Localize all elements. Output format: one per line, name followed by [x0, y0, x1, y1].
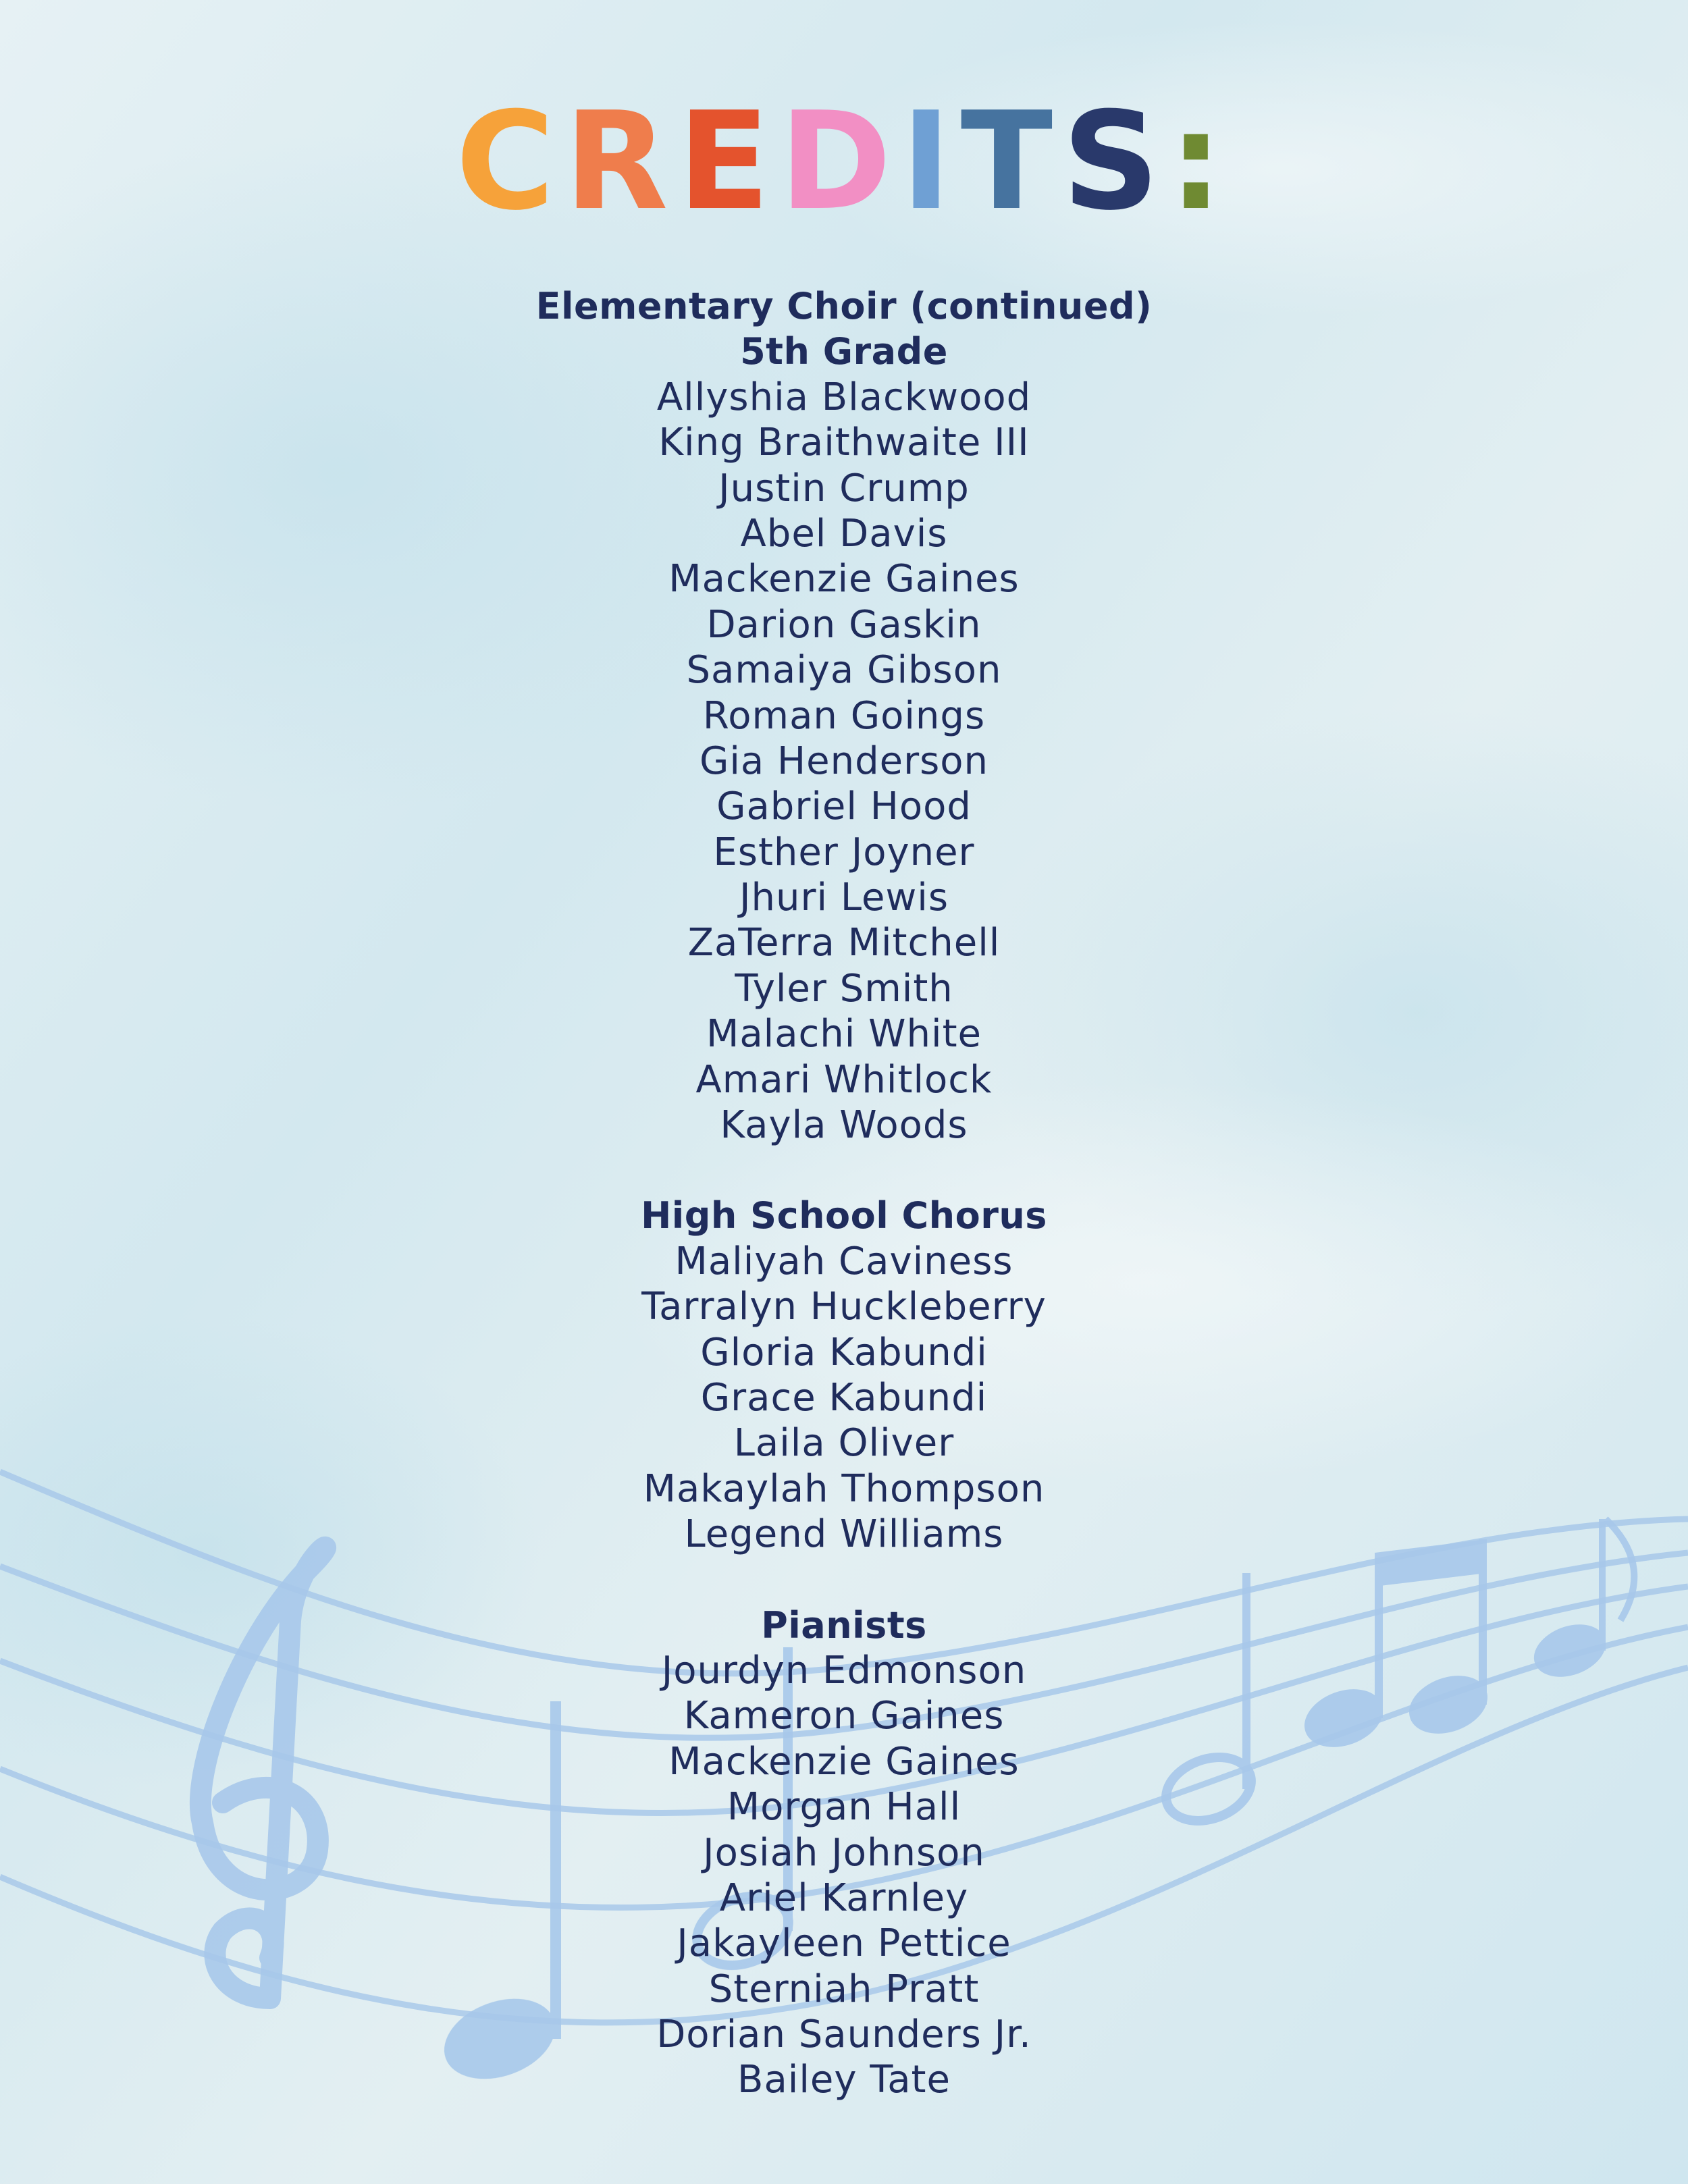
credit-name: Josiah Johnson: [703, 1830, 985, 1875]
credit-name: Gabriel Hood: [716, 784, 972, 829]
title-letter: R: [564, 83, 678, 240]
section-heading: Pianists: [761, 1603, 927, 1647]
credit-name: Dorian Saunders Jr.: [656, 2013, 1032, 2057]
credits-section-pianists: [0, 1603, 1688, 2103]
credit-name: Grace Kabundi: [700, 1375, 988, 1420]
credit-name: Allyshia Blackwood: [656, 375, 1032, 419]
credit-name: Laila Oliver: [733, 1421, 955, 1466]
credit-name: Maliyah Caviness: [675, 1239, 1013, 1283]
credit-name: Justin Crump: [718, 466, 970, 510]
credit-name: Amari Whitlock: [695, 1057, 993, 1102]
credits-list: [0, 284, 1688, 2103]
credit-name: Gia Henderson: [699, 739, 989, 783]
credit-name: Tarralyn Huckleberry: [641, 1285, 1047, 1329]
credit-name: Gloria Kabundi: [700, 1330, 988, 1375]
credit-name: Tyler Smith: [735, 966, 953, 1011]
credit-name: Kayla Woods: [720, 1103, 968, 1148]
credit-name: Malachi White: [706, 1012, 982, 1057]
title-letter: C: [455, 83, 564, 240]
credits-section-high-school-chorus: [0, 1193, 1688, 1557]
credits-section-elementary-choir: [0, 284, 1688, 1148]
credit-name: Sterniah Pratt: [708, 1967, 980, 2011]
title-letter: :: [1169, 83, 1233, 240]
credit-name: Jhuri Lewis: [739, 876, 949, 920]
credit-name: Abel Davis: [740, 511, 948, 556]
credit-name: Mackenzie Gaines: [668, 557, 1020, 602]
title-letter: S: [1062, 83, 1169, 240]
credit-name: Roman Goings: [702, 693, 986, 738]
credit-name: Legend Williams: [684, 1512, 1004, 1557]
credit-name: Samaiya Gibson: [686, 648, 1002, 693]
page-title: [0, 83, 1688, 240]
credit-name: ZaTerra Mitchell: [687, 921, 1001, 965]
section-heading: High School Chorus: [641, 1194, 1047, 1237]
credit-name: Esther Joyner: [713, 830, 975, 874]
credit-name: Mackenzie Gaines: [668, 1739, 1020, 1784]
credit-name: Makaylah Thompson: [643, 1466, 1045, 1511]
section-subheading: 5th Grade: [740, 330, 948, 373]
title-letter: I: [901, 83, 961, 240]
title-letter: D: [779, 83, 901, 240]
title-letter: E: [677, 83, 780, 240]
credit-name: Bailey Tate: [737, 2058, 951, 2102]
section-heading: Elementary Choir (continued): [535, 285, 1153, 327]
credit-name: Jourdyn Edmonson: [661, 1648, 1027, 1693]
credit-name: Ariel Karnley: [719, 1875, 969, 1920]
credit-name: Morgan Hall: [727, 1785, 961, 1830]
credit-name: King Braithwaite III: [658, 421, 1030, 465]
title-letter: T: [960, 83, 1063, 240]
credit-name: Jakayleen Pettice: [677, 1921, 1011, 1966]
credit-name: Kameron Gaines: [683, 1694, 1005, 1738]
credit-name: Darion Gaskin: [706, 602, 982, 647]
